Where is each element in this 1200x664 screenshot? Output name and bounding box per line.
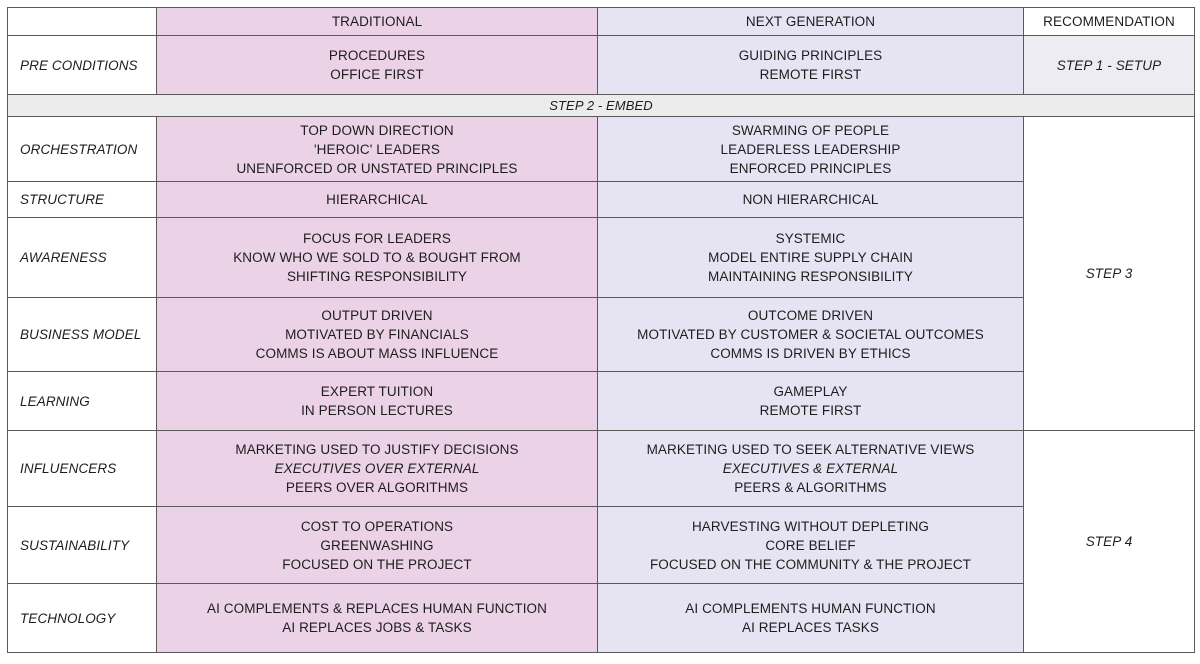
row-structure (8, 182, 1195, 218)
cell-line: HARVESTING WITHOUT DEPLETING (691, 518, 930, 534)
row-technology (8, 584, 1195, 653)
cell-line: COST TO OPERATIONS (300, 518, 454, 534)
header-recommendation: RECOMMENDATION (1024, 8, 1195, 36)
cell-line: AI COMPLEMENTS & REPLACES HUMAN FUNCTION (206, 601, 548, 616)
cell-line: OUTPUT DRIVEN (321, 308, 433, 323)
row-label-influencers: INFLUENCERS (8, 431, 157, 507)
row-label-structure: STRUCTURE (8, 182, 157, 218)
cell-line: FOCUSED ON THE PROJECT (282, 556, 472, 572)
cell-line: MAINTAINING RESPONSIBILITY (708, 269, 913, 284)
cell-line: AI COMPLEMENTS HUMAN FUNCTION (685, 601, 936, 616)
cell-line: PROCEDURES (328, 48, 426, 63)
cell-next-awareness (598, 218, 1024, 298)
cell-line: HIERARCHICAL (326, 192, 428, 207)
cell-next-pre-conditions (598, 36, 1024, 95)
cell-line: COMMS IS ABOUT MASS INFLUENCE (255, 346, 499, 361)
cell-line: MOTIVATED BY FINANCIALS (285, 327, 469, 342)
row-label-sustainability: SUSTAINABILITY (8, 507, 157, 584)
cell-line: 'HEROIC' LEADERS (313, 141, 441, 157)
step-4-cell: STEP 4 (1024, 431, 1195, 653)
cell-traditional-structure (157, 182, 598, 218)
row-learning (8, 372, 1195, 431)
row-label-technology: TECHNOLOGY (8, 584, 157, 653)
cell-line: ENFORCED PRINCIPLES (729, 160, 892, 176)
row-label-awareness: AWARENESS (8, 218, 157, 298)
row-awareness (8, 218, 1195, 298)
cell-line: TOP DOWN DIRECTION (300, 122, 454, 138)
cell-line: EXPERT TUITION (320, 384, 434, 399)
cell-line: EXECUTIVES & EXTERNAL (722, 461, 899, 476)
cell-next-sustainability (598, 507, 1024, 584)
row-orchestration (8, 117, 1195, 182)
cell-traditional-sustainability (157, 507, 598, 584)
cell-line: MARKETING USED TO SEEK ALTERNATIVE VIEWS (646, 442, 975, 457)
cell-line: EXECUTIVES OVER EXTERNAL (274, 461, 480, 476)
cell-line: OFFICE FIRST (330, 67, 424, 82)
row-influencers (8, 431, 1195, 507)
header-row (8, 8, 1195, 36)
step-3-cell: STEP 3 (1024, 117, 1195, 431)
row-label-learning: LEARNING (8, 372, 157, 431)
cell-line: OUTCOME DRIVEN (747, 308, 874, 323)
cell-line: GREENWASHING (320, 537, 434, 553)
cell-line: MODEL ENTIRE SUPPLY CHAIN (708, 250, 913, 265)
cell-next-influencers (598, 431, 1024, 507)
cell-line: PEERS OVER ALGORITHMS (285, 480, 469, 495)
comparison-table (7, 7, 1195, 653)
cell-line: REMOTE FIRST (759, 67, 862, 82)
cell-line: SWARMING OF PEOPLE (731, 122, 890, 138)
cell-line: PEERS & ALGORITHMS (734, 480, 887, 495)
row-label-business-model: BUSINESS MODEL (8, 298, 157, 372)
cell-line: CORE BELIEF (765, 537, 856, 553)
cell-line: FOCUSED ON THE COMMUNITY & THE PROJECT (649, 556, 972, 572)
cell-line: REMOTE FIRST (759, 403, 862, 418)
cell-line: IN PERSON LECTURES (301, 403, 453, 418)
cell-line: SYSTEMIC (775, 231, 846, 246)
step-2-embed-banner: STEP 2 - EMBED (8, 95, 1195, 117)
cell-traditional-technology (157, 584, 598, 653)
cell-line: COMMS IS DRIVEN BY ETHICS (710, 346, 911, 361)
comparison-table-wrapper (7, 7, 1195, 653)
row-business-model (8, 298, 1195, 372)
header-next-generation: NEXT GENERATION (598, 8, 1024, 36)
row-embed (8, 95, 1195, 117)
cell-line: FOCUS FOR LEADERS (303, 231, 451, 246)
cell-line: KNOW WHO WE SOLD TO & BOUGHT FROM (233, 250, 521, 265)
row-sustainability (8, 507, 1195, 584)
row-pre-conditions (8, 36, 1195, 95)
cell-line: NON HIERARCHICAL (742, 192, 879, 207)
cell-line: UNENFORCED OR UNSTATED PRINCIPLES (236, 160, 518, 176)
cell-traditional-orchestration (157, 117, 598, 182)
cell-next-technology (598, 584, 1024, 653)
cell-line: GUIDING PRINCIPLES (738, 48, 883, 63)
cell-traditional-pre-conditions (157, 36, 598, 95)
cell-line: MOTIVATED BY CUSTOMER & SOCIETAL OUTCOMES (637, 327, 984, 342)
cell-traditional-awareness (157, 218, 598, 298)
cell-next-orchestration (598, 117, 1024, 182)
cell-next-learning (598, 372, 1024, 431)
row-label-orchestration: ORCHESTRATION (8, 117, 157, 182)
cell-traditional-influencers (157, 431, 598, 507)
step-1-setup-cell: STEP 1 - SETUP (1024, 36, 1195, 95)
cell-next-business-model (598, 298, 1024, 372)
cell-next-structure (598, 182, 1024, 218)
cell-traditional-business-model (157, 298, 598, 372)
header-corner-cell (8, 8, 157, 36)
row-label-pre-conditions: PRE CONDITIONS (8, 36, 157, 95)
cell-line: AI REPLACES TASKS (741, 620, 879, 635)
cell-line: GAMEPLAY (773, 384, 848, 399)
cell-line: LEADERLESS LEADERSHIP (720, 141, 901, 157)
cell-line: SHIFTING RESPONSIBILITY (286, 269, 468, 284)
header-traditional: TRADITIONAL (157, 8, 598, 36)
cell-line: MARKETING USED TO JUSTIFY DECISIONS (235, 442, 519, 457)
cell-traditional-learning (157, 372, 598, 431)
cell-line: AI REPLACES JOBS & TASKS (282, 620, 472, 635)
